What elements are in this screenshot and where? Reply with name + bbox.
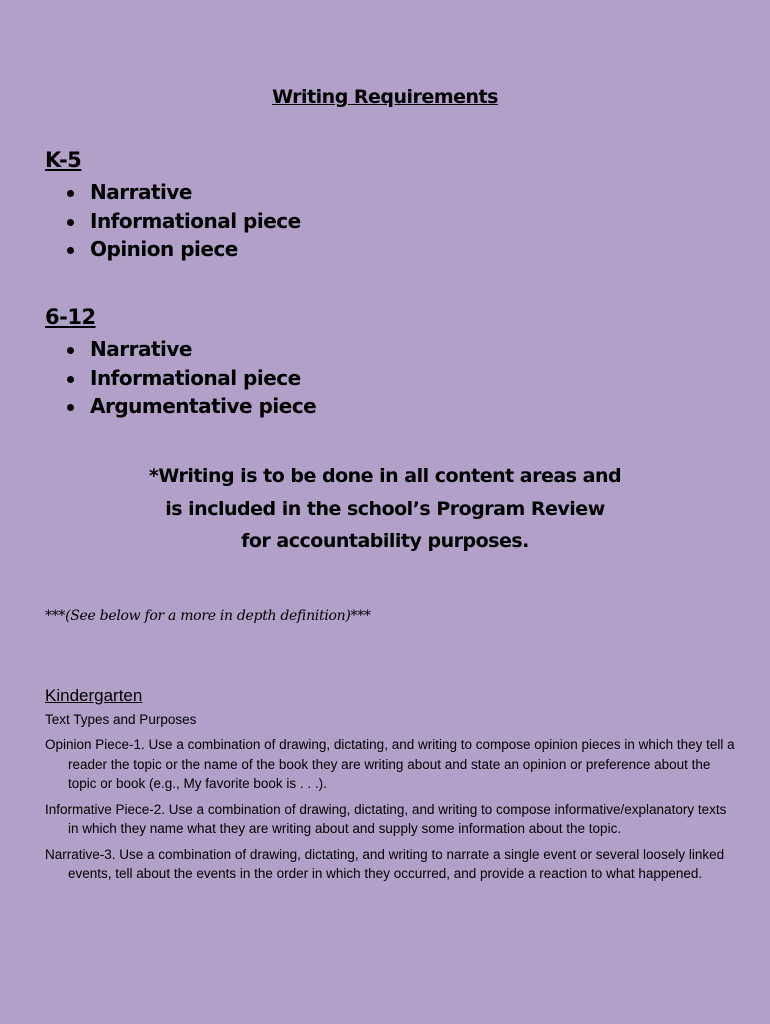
list-item bbox=[45, 364, 316, 393]
list-item bbox=[45, 235, 301, 264]
grades-6-12-heading: 6-12 bbox=[45, 305, 96, 329]
grades-6-12-list bbox=[45, 335, 316, 421]
note-line: is included in the school’s Program Review bbox=[165, 497, 605, 520]
kindergarten-heading: Kindergarten bbox=[45, 686, 143, 705]
narrative-paragraph: Narrative-3. Use a combination of drawing, dictating, and writing to narrate a single event or several loosely linked events, tell about the events in the order in which they occurred, and provide a reaction to what happened. bbox=[45, 846, 725, 881]
list-item-label: Informational piece bbox=[90, 365, 301, 390]
bullet-icon bbox=[67, 404, 74, 411]
list-item-label: Opinion piece bbox=[90, 237, 238, 261]
k5-list bbox=[45, 178, 301, 264]
informative-piece-paragraph: Informative Piece-2. Use a combination of drawing, dictating, and writing to compose informative/explanatory texts in which they name what they are writing about and supply some information about the topic. bbox=[45, 801, 727, 836]
note-line: *Writing is to be done in all content areas and bbox=[148, 465, 622, 487]
bullet-icon bbox=[67, 219, 74, 226]
accountability-note bbox=[0, 460, 770, 558]
kindergarten-subheading: Text Types and Purposes bbox=[45, 712, 197, 727]
k5-heading: K-5 bbox=[45, 148, 82, 172]
list-item bbox=[45, 392, 316, 421]
opinion-piece-paragraph: Opinion Piece-1. Use a combination of drawing, dictating, and writing to compose opinion pieces in which they tell a reader the topic or the name of the book they are writing about and state an opinion or preference about the topic or book (e.g., My favorite book is . . .). bbox=[45, 737, 735, 791]
list-item-label: Informational piece bbox=[90, 208, 301, 233]
note-line: for accountability purposes. bbox=[241, 530, 529, 552]
list-item bbox=[45, 207, 301, 236]
list-item-label: Narrative bbox=[90, 337, 192, 361]
k5-section bbox=[45, 148, 301, 264]
list-item-label: Argumentative piece bbox=[90, 394, 317, 418]
page-title: Writing Requirements bbox=[272, 86, 498, 108]
bullet-icon bbox=[67, 190, 74, 197]
list-item-label: Narrative bbox=[90, 180, 192, 204]
bullet-icon bbox=[67, 347, 74, 354]
bullet-icon bbox=[67, 376, 74, 383]
bullet-icon bbox=[67, 247, 74, 254]
list-item bbox=[45, 178, 301, 207]
see-below-note: ***(See below for a more in depth definition)*** bbox=[45, 608, 371, 624]
grades-6-12-section bbox=[45, 305, 316, 421]
list-item bbox=[45, 335, 316, 364]
kindergarten-section bbox=[45, 686, 735, 890]
